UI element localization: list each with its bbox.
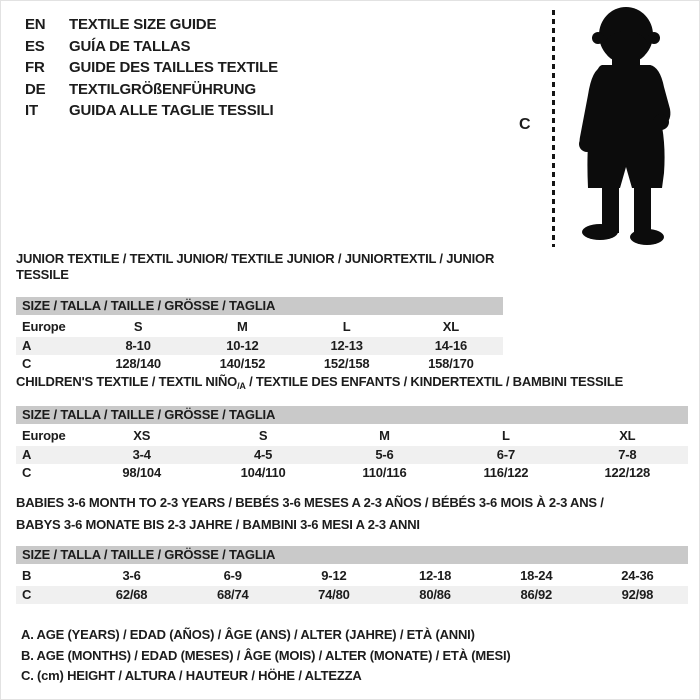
- subscript: /A: [237, 381, 246, 391]
- children-col-header: L: [502, 428, 510, 443]
- babies-section: [16, 492, 688, 604]
- children-col-header: M: [379, 428, 390, 443]
- height-measure-label: C: [519, 116, 531, 133]
- table-cell: 4-5: [202, 446, 323, 465]
- table-cell: 9-12: [321, 568, 347, 583]
- table-cell: 86/92: [486, 586, 587, 605]
- children-col-header: XS: [133, 428, 151, 443]
- table-cell: 122/128: [604, 465, 651, 480]
- children-size-header-bar: SIZE / TALLA / TAILLE / GRÖSSE / TAGLIA: [16, 406, 688, 424]
- table-cell: 116/122: [483, 465, 529, 480]
- table-cell: 3-4: [81, 446, 202, 465]
- children-col-header: XL: [619, 428, 636, 443]
- footnote-height-cm: C. (cm) HEIGHT / ALTURA / HAUTEUR / HÖHE / ALTEZZA: [21, 668, 362, 683]
- junior-size-table: [16, 318, 503, 374]
- junior-col-header: M: [237, 319, 248, 334]
- lang-code: ES: [25, 37, 45, 55]
- junior-col-header: S: [133, 319, 143, 334]
- table-cell: 6-7: [445, 446, 566, 465]
- table-cell: 80/86: [384, 586, 485, 605]
- language-title-list: [25, 14, 278, 122]
- table-cell: 12-18: [418, 568, 452, 583]
- table-cell: 74/80: [283, 586, 384, 605]
- footnote-age-months: B. AGE (MONTHS) / EDAD (MESES) / ÂGE (MOIS) / ALTER (MONATE) / ETÀ (MESI): [21, 647, 511, 663]
- toddler-silhouette-icon: [562, 5, 694, 252]
- junior-size-header-bar: SIZE / TALLA / TAILLE / GRÖSSE / TAGLIA: [16, 297, 503, 315]
- table-cell: 158/170: [428, 356, 474, 371]
- lang-code: DE: [25, 80, 46, 98]
- table-cell: 110/116: [362, 465, 407, 480]
- table-cell: 18-24: [520, 568, 553, 583]
- children-row-c-label: C: [22, 465, 32, 480]
- junior-row-a-label: A: [16, 337, 86, 356]
- junior-section: [16, 251, 503, 374]
- table-cell: 14-16: [399, 337, 503, 356]
- babies-size-table: [16, 567, 688, 604]
- children-size-table: [16, 427, 688, 483]
- table-cell: 10-12: [190, 337, 294, 356]
- guide-title-fr: GUIDE DES TAILLES TEXTILE: [69, 59, 278, 76]
- table-cell: 128/140: [115, 356, 161, 371]
- babies-row-c-label: C: [16, 586, 81, 605]
- guide-title-en: TEXTILE SIZE GUIDE: [69, 16, 217, 33]
- children-section: [16, 374, 688, 483]
- babies-title-line1: BABIES 3-6 MONTH TO 2-3 YEARS / BEBÉS 3-6 MESES A 2-3 AÑOS / BÉBÉS 3-6 MOIS À 2-3 ANS /: [16, 495, 604, 510]
- lang-code: IT: [25, 102, 38, 119]
- guide-title-it: GUIDA ALLE TAGLIE TESSILI: [69, 102, 274, 119]
- children-section-title: CHILDREN'S TEXTILE / TEXTIL $NIÑO_{/A}$ / TEXTILE DES ENFANTS / KINDERTEXTIL / BAMBINI TESSILE: [16, 374, 624, 391]
- table-cell: 7-8: [567, 446, 688, 465]
- footnote-age-years: A. AGE (YEARS) / EDAD (AÑOS) / ÂGE (ANS) / ALTER (JAHRE) / ETÀ (ANNI): [21, 627, 475, 642]
- lang-code: EN: [25, 16, 46, 33]
- babies-title-line2: BABYS 3-6 MONATE BIS 2-3 JAHRE / BAMBINI 3-6 MESI A 2-3 ANNI: [16, 516, 420, 532]
- babies-row-b-label: B: [22, 568, 32, 583]
- height-measure-dashed-line: [552, 10, 555, 247]
- guide-title-es: GUÍA DE TALLAS: [69, 37, 191, 55]
- junior-col-label: Europe: [22, 319, 66, 334]
- table-cell: 24-36: [621, 568, 654, 583]
- junior-col-header: L: [342, 319, 351, 334]
- table-cell: 98/104: [122, 465, 161, 480]
- table-cell: 92/98: [587, 586, 688, 605]
- babies-size-header-bar: SIZE / TALLA / TAILLE / GRÖSSE / TAGLIA: [16, 546, 688, 564]
- table-cell: 3-6: [122, 568, 141, 583]
- table-cell: 68/74: [182, 586, 283, 605]
- junior-row-c-label: C: [22, 356, 32, 371]
- table-cell: 5-6: [324, 446, 445, 465]
- children-col-label: Europe: [22, 428, 66, 443]
- guide-title-de: TEXTILGRÖßENFÜHRUNG: [69, 80, 257, 98]
- junior-section-title: JUNIOR TEXTILE / TEXTIL JUNIOR/ TEXTILE JUNIOR / JUNIORTEXTIL / JUNIOR TESSILE: [16, 251, 495, 282]
- table-cell: 104/110: [240, 465, 286, 480]
- table-cell: 8-10: [86, 337, 190, 356]
- babies-section-title: [16, 492, 688, 535]
- children-row-a-label: A: [16, 446, 81, 465]
- table-cell: 6-9: [223, 568, 242, 583]
- table-cell: 12-13: [295, 337, 399, 356]
- junior-col-header: XL: [442, 319, 459, 334]
- table-cell: 140/152: [219, 356, 266, 371]
- lang-code: FR: [25, 59, 45, 76]
- children-col-header: S: [258, 428, 268, 443]
- table-cell: 62/68: [81, 586, 182, 605]
- table-cell: 152/158: [323, 356, 370, 371]
- legend-footnotes: [21, 625, 511, 687]
